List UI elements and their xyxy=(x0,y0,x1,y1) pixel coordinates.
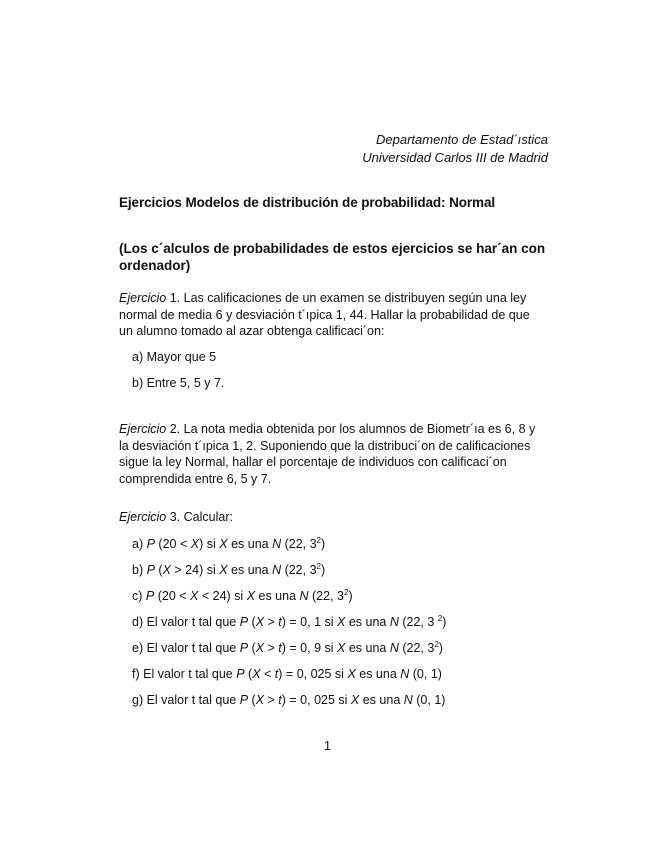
exercise-3-item-e: e) El valor t tal que P (X > t) = 0, 9 si X es una N (22, $3^2$) xyxy=(132,640,443,655)
exercise-3-number: 3. xyxy=(169,510,181,524)
exercise-1-item-b: b) Entre 5, 5 y 7. xyxy=(132,376,225,390)
exercise-3-item-f: f) El valor t tal que P (X < t) = 0, 025 si X es una N (0, 1) xyxy=(132,667,442,681)
exercise-2-label: Ejercicio xyxy=(119,422,167,436)
exercise-1 xyxy=(119,290,539,340)
department-line: Departamento de Estad´ıstica xyxy=(376,132,548,147)
university-line: Universidad Carlos III de Madrid xyxy=(362,150,548,165)
exercise-2-text: La nota media obtenida por los alumnos de Biometr´ıa es 6, 8 y la desviación t´ıpica 1, 2. Suponiendo que la distribuci´on de calificaciones sigue la ley Normal, hallar el porcentaje de individuos con calificaci´on comprendida entre 6, 5 y 7. xyxy=(119,422,536,486)
document-title: Ejercicios Modelos de distribución de probabilidad: Normal xyxy=(119,195,496,210)
computer-note: (Los c´alculos de probabilidades de estos ejercicios se har´an con ordenador) xyxy=(119,241,546,273)
exercise-1-text: Las calificaciones de un examen se distribuyen según una ley normal de media 6 y desviación t´ıpica 1, 44. Hallar la probabilidad de que un alumno tomado al azar obtenga calificaci´on: xyxy=(119,291,530,338)
exercise-3-item-d: d) El valor t tal que P (X > t) = 0, 1 si X es una N (22, 3 $^2$) xyxy=(132,614,447,629)
exercise-3-item-c: c) P (20 < X < 24) si X es una N (22, $3^2$) xyxy=(132,588,353,603)
exercise-1-item-a: a) Mayor que 5 xyxy=(132,350,217,364)
exercise-1-number: 1. xyxy=(169,291,181,305)
exercise-3-item-g: g) El valor t tal que P (X > t) = 0, 025 si X es una N (0, 1) xyxy=(132,693,446,707)
exercise-3-text: Calcular: xyxy=(183,510,233,524)
exercise-3-item-a: a) P (20 < X) si X es una N (22, $3^2$) xyxy=(132,536,326,551)
exercise-3 xyxy=(119,509,539,526)
exercise-3-item-b: b) P (X > 24) si X es una N (22, $3^2$) xyxy=(132,562,326,577)
exercise-1-label: Ejercicio xyxy=(119,291,167,305)
exercise-2-number: 2. xyxy=(169,422,181,436)
institution-header xyxy=(362,131,548,167)
exercise-3-label: Ejercicio xyxy=(119,510,167,524)
page-number: 1 xyxy=(323,738,332,753)
exercise-2 xyxy=(119,421,539,487)
